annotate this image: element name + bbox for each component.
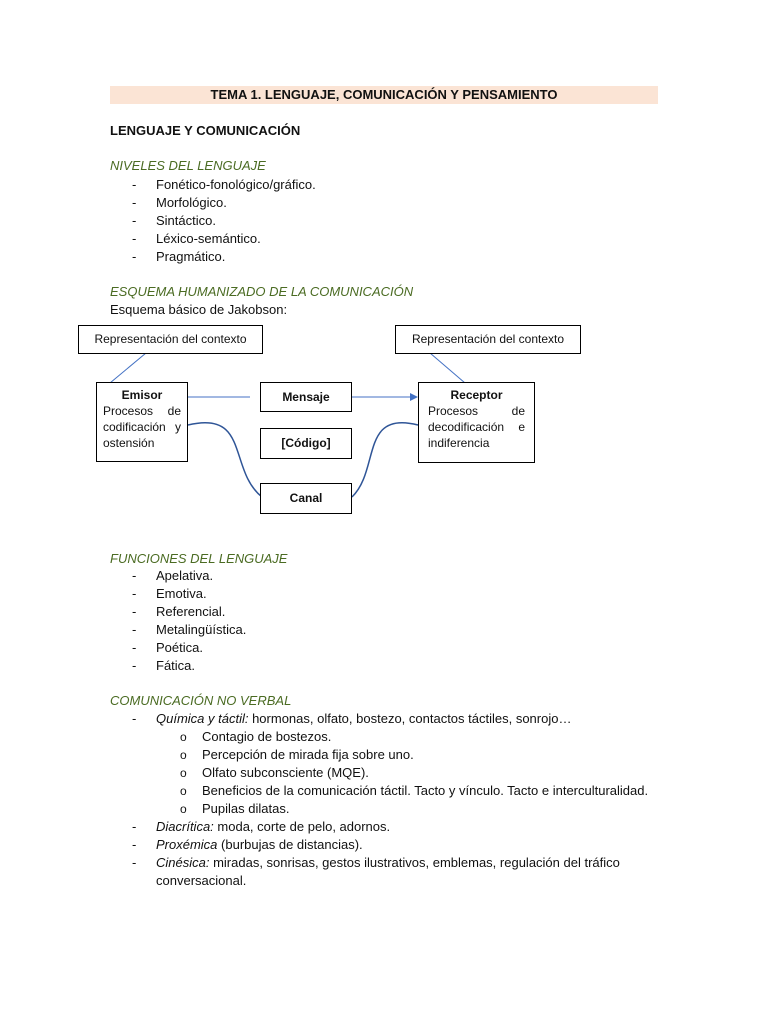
- quimica-text: hormonas, olfato, bostezo, contactos táctiles, sonrojo…: [248, 711, 572, 726]
- sublist-item: o Pupilas dilatas.: [110, 800, 658, 818]
- list-item: - Léxico-semántico.: [110, 230, 316, 248]
- no-verbal-list: [110, 710, 658, 890]
- sublist-item: o Olfato subconsciente (MQE).: [110, 764, 658, 782]
- list-item-quimica: [110, 710, 658, 818]
- proxemica-label: Proxémica: [156, 837, 218, 852]
- quimica-label: Química y táctil:: [156, 711, 249, 726]
- list-item-diacritica: [110, 818, 658, 836]
- cinesica-label: Cinésica:: [156, 855, 210, 870]
- connector-context-left: [110, 353, 146, 383]
- diacritica-label: Diacrítica:: [156, 819, 214, 834]
- proxemica-text: (burbujas de distancias).: [217, 837, 363, 852]
- mensaje-box: Mensaje: [260, 382, 352, 412]
- niveles-heading: NIVELES DEL LENGUAJE: [110, 158, 266, 173]
- list-item: - Fonético-fonológico/gráfico.: [110, 176, 316, 194]
- arrow-head: [410, 393, 418, 401]
- connector-context-right: [430, 353, 465, 383]
- list-item: - Metalingüística.: [110, 621, 246, 639]
- list-item: - Emotiva.: [110, 585, 246, 603]
- curve-canal-receptor: [352, 423, 418, 497]
- list-item: - Sintáctico.: [110, 212, 316, 230]
- receptor-title: Receptor: [450, 388, 503, 402]
- emisor-text: Procesos de codificación y ostensión: [103, 404, 181, 450]
- esquema-subtitle: Esquema básico de Jakobson:: [110, 302, 288, 317]
- esquema-heading: ESQUEMA HUMANIZADO DE LA COMUNICACIÓN: [110, 284, 414, 299]
- list-item-cinesica: [110, 854, 658, 890]
- document-title: TEMA 1. LENGUAJE, COMUNICACIÓN Y PENSAMIENTO: [110, 86, 658, 104]
- no-verbal-heading: COMUNICACIÓN NO VERBAL: [110, 693, 292, 708]
- funciones-heading: FUNCIONES DEL LENGUAJE: [110, 551, 288, 566]
- list-item: - Fática.: [110, 657, 246, 675]
- curve-emisor-canal: [188, 423, 262, 497]
- section-heading: LENGUAJE Y COMUNICACIÓN: [110, 123, 301, 138]
- sublist-item: o Beneficios de la comunicación táctil. Tacto y vínculo. Tacto e interculturalidad.: [110, 782, 658, 800]
- receptor-box: [418, 382, 535, 463]
- funciones-list: [110, 567, 246, 675]
- sublist-item: o Contagio de bostezos.: [110, 728, 658, 746]
- codigo-box: [Código]: [260, 428, 352, 459]
- emisor-box: [96, 382, 188, 462]
- context-right-box: Representación del contexto: [395, 325, 581, 354]
- sublist-item: o Percepción de mirada fija sobre uno.: [110, 746, 658, 764]
- quimica-sublist: [110, 728, 658, 818]
- context-left-box: Representación del contexto: [78, 325, 263, 354]
- canal-box: Canal: [260, 483, 352, 514]
- list-item: - Apelativa.: [110, 567, 246, 585]
- receptor-text: Procesos de decodificación e indiferencia: [428, 404, 525, 450]
- list-item: - Morfológico.: [110, 194, 316, 212]
- list-item: - Pragmático.: [110, 248, 316, 266]
- list-item: - Poética.: [110, 639, 246, 657]
- list-item-proxemica: [110, 836, 658, 854]
- cinesica-text: miradas, sonrisas, gestos ilustrativos, emblemas, regulación del tráfico conversacional.: [156, 855, 620, 888]
- list-item: - Referencial.: [110, 603, 246, 621]
- emisor-title: Emisor: [121, 388, 163, 402]
- diacritica-text: moda, corte de pelo, adornos.: [213, 819, 391, 834]
